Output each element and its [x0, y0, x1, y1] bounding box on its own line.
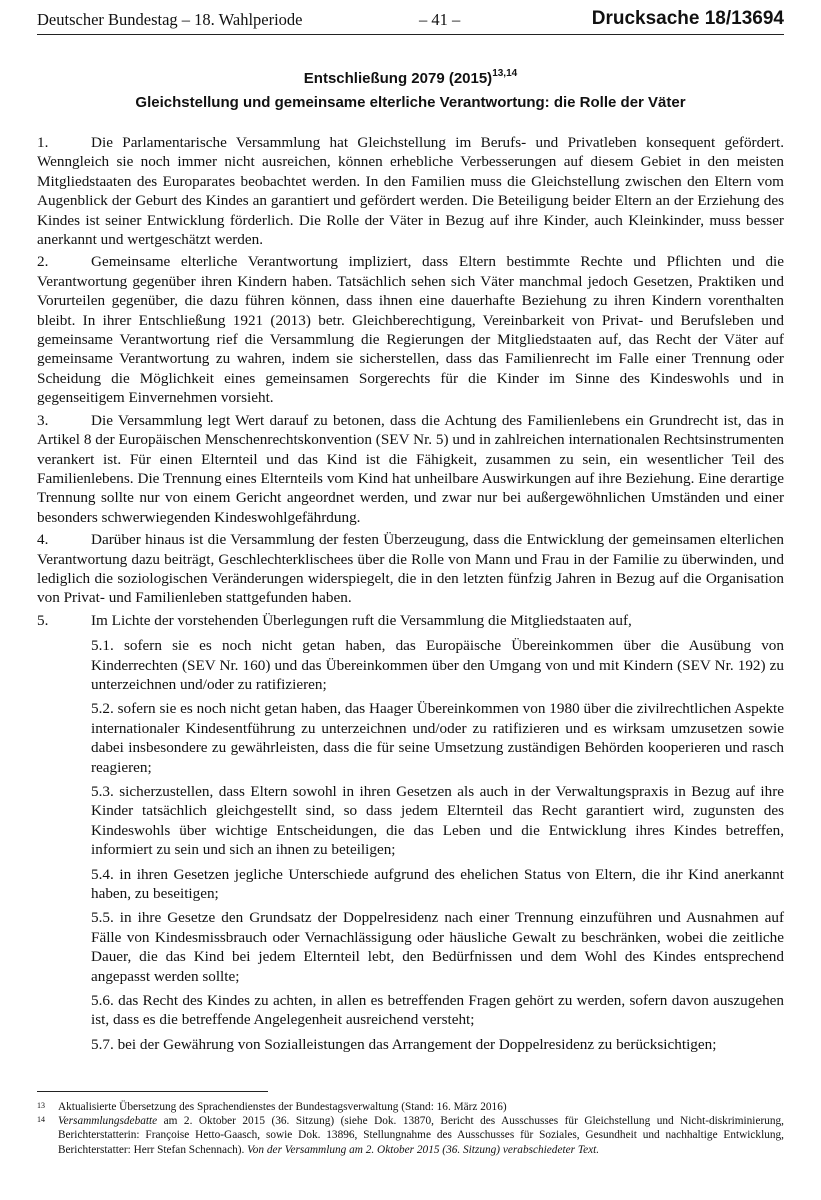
- footnotes: [37, 1100, 784, 1157]
- header-page-number: – 41 –: [419, 10, 461, 29]
- resolution-title-text: Entschließung 2079 (2015): [303, 70, 493, 87]
- document-body: [37, 133, 784, 1059]
- paragraph-2: [37, 252, 784, 407]
- page-header: [37, 8, 784, 32]
- footnote-lead: Versammlungsdebatte: [58, 1115, 158, 1128]
- paragraph-5: [37, 611, 784, 630]
- paragraph-text: Im Lichte der vorstehenden Überlegungen ruft die Versammlung die Mitgliedstaaten auf,: [91, 611, 632, 629]
- footnote-text: [58, 1114, 784, 1157]
- paragraph-number: 2.: [37, 253, 49, 271]
- paragraph-text: Darüber hinaus ist die Versammlung der festen Überzeugung, dass die Entwicklung der gemeinsamen elterlichen Verantwortung dazu beiträgt, Geschlechterklischees über die Rolle von Mann und Frau in der Familie zu überwinden, und lediglich die soziologischen Veränderungen widerspiegelt, die in den letzten fünfzig Jahren in Bezug auf die Organisation von Privat- und Familienleben stattgefunden haben.: [37, 531, 784, 607]
- footnote-rule: [37, 1091, 268, 1092]
- paragraph-text: Die Versammlung legt Wert darauf zu betonen, dass die Achtung des Familienlebens ein Grundrecht ist, das in Artikel 8 der Europäischen Menschenrechtskonvention (SEV Nr. 5) und in zahlreichen internationalen Rechtsinstrumenten verankert ist. Für einen Elternteil und das Kind ist die Fähigkeit, zusammen zu sein, ein wesentlicher Teil des Familienlebens. Die Trennung eines Elternteils vom Kind hat unheilbare Auswirkungen auf ihre Beziehung. Eine derartige Trennung sollte nur von einem Gericht angeordnet werden, und zwar nur bei außergewöhnlichen Umständen und einer besonders schwerwiegenden Kindeswohlgefährdung.: [37, 411, 784, 526]
- footnote-13: [37, 1100, 784, 1114]
- paragraph-1: [37, 133, 784, 249]
- header-rule: [37, 34, 784, 35]
- header-parliament: Deutscher Bundestag – 18. Wahlperiode: [37, 10, 303, 29]
- subitem-5-7: 5.7. bei der Gewährung von Sozialleistungen das Arrangement der Doppelresidenz zu berücksichtigen;: [91, 1035, 717, 1053]
- subitem-5-3: 5.3. sicherzustellen, dass Eltern sowohl in ihren Gesetzen als auch in der Verwaltungspraxis in Bezug auf ihre Kinder tatsächlich gleichgestellt sind, so dass jedem Elternteil das Recht garantiert wird, zugunsten des Kindeswohls über wichtige Entscheidungen, die das Leben und die Entwicklung ihres Kindes betreffen, informiert zu sein und sich an ihnen zu beteiligen;: [91, 783, 784, 859]
- footnote-number: 14: [37, 1115, 45, 1125]
- footnote-text: Aktualisierte Übersetzung des Sprachendienstes der Bundestagsverwaltung (Stand: 16. März 2016): [58, 1101, 507, 1113]
- subitem-5-5: 5.5. in ihre Gesetze den Grundsatz der Doppelresidenz nach einer Trennung einzuführen und Ausnahmen auf Fälle von Kindesmissbrauch oder Vernachlässigung oder häusliche Gewalt zu beschränken, wobei die zeitliche Dauer, die das Kind bei jedem Elternteil lebt, den Bedürfnissen und dem Wohl des Kindes entsprechend angepasst werden sollte;: [91, 909, 784, 985]
- paragraph-4: [37, 530, 784, 608]
- resolution-subtitle: Gleichstellung und gemeinsame elterliche Verantwortung: die Rolle der Väter: [135, 94, 686, 111]
- paragraph-text: Die Parlamentarische Versammlung hat Gleichstellung im Berufs- und Privatleben konsequent gefördert. Wenngleich sie noch immer nicht ausreichen, können erhebliche Verbesserungen auf diesem Gebiet in den meisten Mitgliedstaaten des Europarates beobachtet werden. In den Familien muss die Gleichstellung zwischen den Eltern vom Augenblick der Geburt des Kindes an garantiert und gefördert werden. Die Beteiligung beider Eltern an der Erziehung des Kindes ist seiner Entwicklung förderlich. Die Rolle der Väter in Bezug auf ihre Kinder, auch Kleinkinder, muss besser anerkannt und wertgeschätzt werden.: [37, 134, 784, 249]
- header-drucksache-number: 13694: [731, 8, 784, 29]
- paragraph-number: 3.: [37, 411, 49, 429]
- resolution-title: [0, 70, 821, 87]
- subitem-5-6: 5.6. das Recht des Kindes zu achten, in allen es betreffenden Fragen gehört zu werden, sofern davon auszugehen ist, dass es die betreffende Angelegenheit ausreichend versteht;: [91, 992, 784, 1029]
- paragraph-number: 5.: [37, 611, 49, 629]
- header-drucksache-prefix: Drucksache 18/: [591, 8, 732, 29]
- footnote-number: 13: [37, 1101, 45, 1110]
- header-drucksache: [592, 8, 784, 30]
- footnote-body: am 2. Oktober 2015 (36. Sitzung) (siehe Dok. 13870, Bericht des Ausschusses für Gleichstellung und Nicht-diskriminierung, Berichterstatterin: Françoise Hetto-Gaasch, sowie Dok. 13896, Stellungnahme des Ausschusses für Soziales, Gesundheit und nachhaltige Entwicklung, Berichterstatter: Herr Stefan Schennach).: [58, 1115, 784, 1156]
- paragraph-text: Gemeinsame elterliche Verantwortung impliziert, dass Eltern bestimmte Rechte und Pflichten und die Verantwortung gegenüber ihren Kindern haben. Tatsächlich sehen sich Väter manchmal jedoch Gesetzen, Praktiken und Vorurteilen gegenüber, die dazu führen können, dass ihnen eine dauerhafte Beziehung zu ihren Kindern vorenthalten bleibt. In ihrer Entschließung 1921 (2013) betr. Gleichberechtigung, Vereinbarkeit von Privat- und Berufsleben und gemeinsame Verantwortung rief die Versammlung die Regierungen der Mitgliedstaaten auf, das Recht der Väter auf gemeinsame Verantwortung zu wahren, indem sie sicherstellen, dass das Familienrecht im Falle einer Trennung oder Scheidung die Möglichkeit eines gemeinsamen Sorgerechts für die Kinder im Sinne des Kindeswohls und in gegenseitigem Einvernehmen vorsieht.: [37, 253, 784, 407]
- footnote-14: [37, 1114, 784, 1157]
- paragraph-3: [37, 411, 784, 527]
- footnote-trail: Von der Versammlung am 2. Oktober 2015 (36. Sitzung) verabschiedeter Text.: [247, 1143, 600, 1156]
- footnote-ref[interactable]: 13,14: [492, 68, 518, 79]
- paragraph-number: 1.: [37, 134, 49, 151]
- subitem-5-2: 5.2. sofern sie es noch nicht getan haben, das Haager Übereinkommen von 1980 über die zivilrechtlichen Aspekte internationaler Kindesentführung zu unterzeichnen und/oder zu ratifizieren und es wirksam umzusetzen sowie dabei insbesondere zu gewährleisten, dass die für seine Umsetzung zuständigen Behörden kooperieren und rasch reagieren;: [91, 700, 784, 776]
- paragraph-number: 4.: [37, 531, 49, 549]
- subitem-5-4: 5.4. in ihren Gesetzen jegliche Unterschiede aufgrund des ehelichen Status von Eltern, die ihr Kind anerkannt haben, zu beseitigen;: [91, 865, 784, 903]
- subitem-5-1: 5.1. sofern sie es noch nicht getan haben, das Europäische Übereinkommen über die Ausübung von Kinderrechten (SEV Nr. 160) und das Übereinkommen über den Umgang von und mit Kindern (SEV Nr. 192) zu unterzeichnen und/oder zu ratifizieren;: [91, 637, 784, 693]
